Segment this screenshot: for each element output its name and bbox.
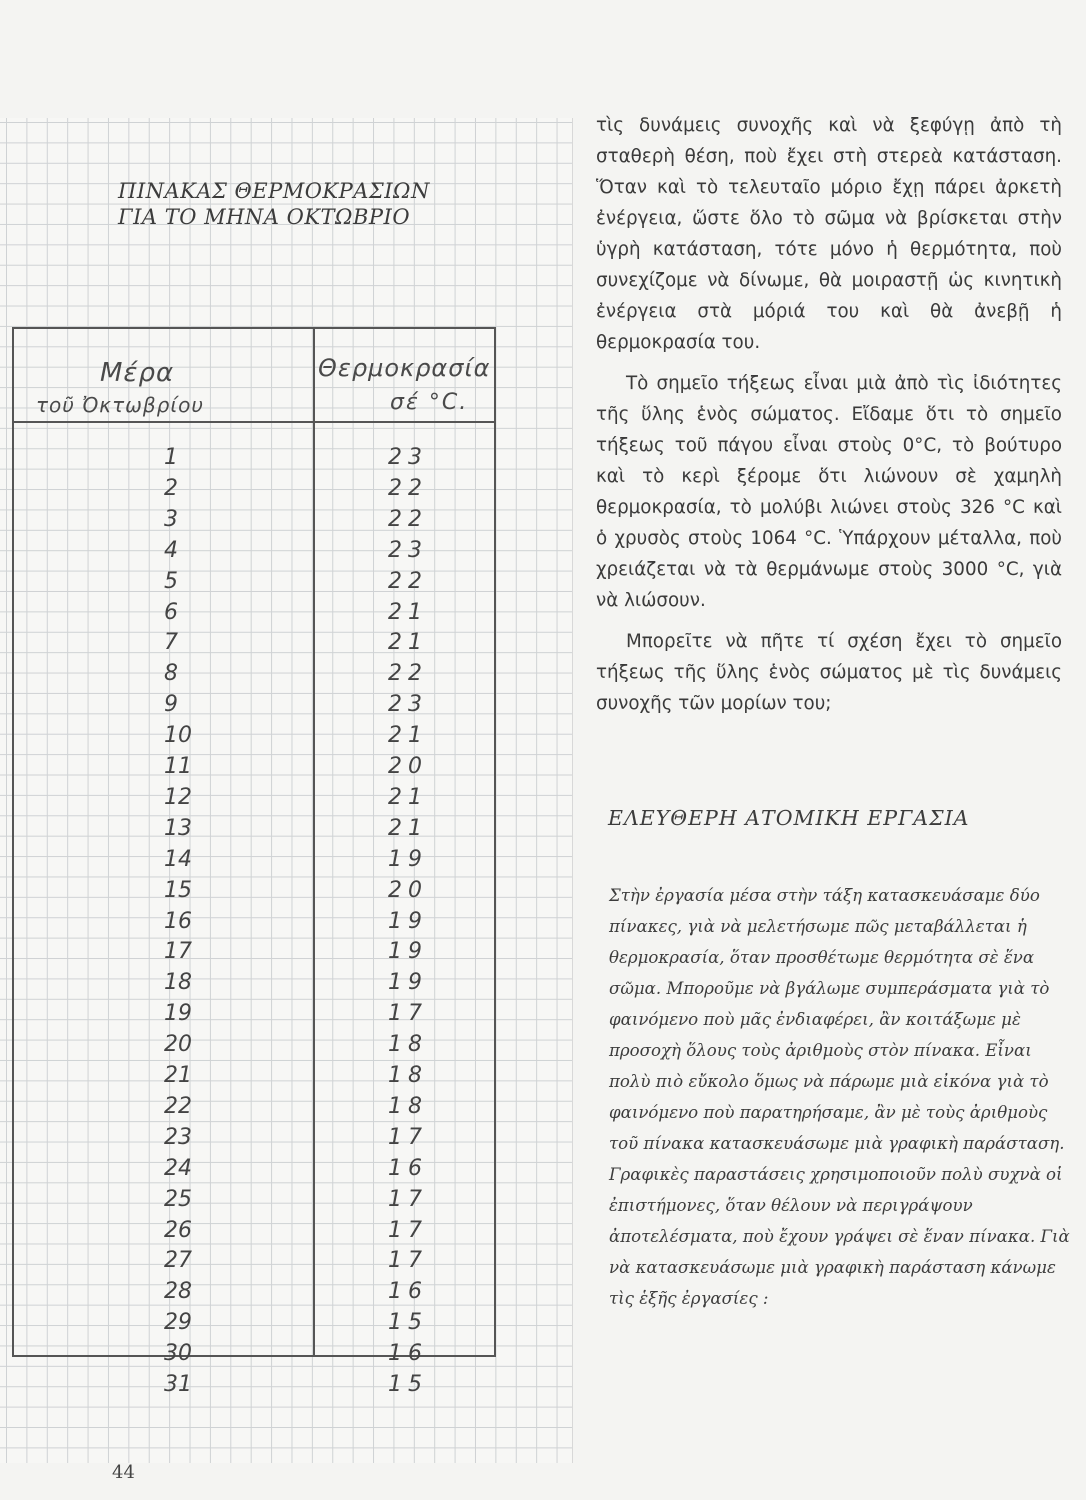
table-day-cell: 27 [164, 1248, 192, 1274]
table-day-cell: 1 [164, 445, 178, 470]
table-day-cell: 26 [164, 1217, 192, 1243]
table-temp-cell: 20 [388, 877, 428, 903]
table-day-cell: 20 [164, 1032, 192, 1058]
table-temp-cell: 19 [388, 970, 428, 996]
table-day-cell: 4 [164, 537, 178, 563]
table-temp-cell: 16 [388, 1155, 428, 1181]
table-column-divider [313, 327, 315, 1357]
table-day-cell: 23 [164, 1124, 192, 1150]
table-temp-cell: 17 [388, 1124, 428, 1150]
header-temp-line-1: Θερμοκρασία [318, 354, 491, 382]
table-day-cell: 5 [164, 568, 178, 594]
table-day-cell: 24 [164, 1155, 192, 1181]
table-temp-cell: 21 [388, 784, 428, 810]
table-temp-cell: 21 [388, 630, 428, 656]
table-day-cell: 18 [164, 970, 192, 996]
table-title [118, 178, 430, 230]
table-temp-cell: 16 [388, 1341, 428, 1367]
table-temp-cell: 22 [388, 568, 428, 594]
table-day-cell: 13 [164, 815, 192, 841]
table-temp-cell: 23 [388, 537, 428, 563]
table-temp-cell: 16 [388, 1279, 428, 1305]
table-day-cell: 30 [164, 1341, 192, 1367]
table-temp-cell: 23 [388, 692, 428, 718]
table-day-cell: 22 [164, 1093, 192, 1119]
table-day-cell: 25 [164, 1186, 192, 1212]
table-day-cell: 19 [164, 1001, 192, 1027]
header-temp-line-2: σέ °C. [390, 390, 469, 415]
body-text-column [596, 110, 1062, 719]
table-day-cell: 7 [164, 630, 178, 656]
table-temp-cell: 19 [388, 939, 428, 965]
table-day-cell: 11 [164, 754, 192, 779]
table-temp-cell: 21 [388, 599, 428, 625]
table-temp-cell: 17 [388, 1248, 428, 1274]
table-temp-cell: 22 [388, 506, 428, 532]
table-temp-cell: 15 [388, 1310, 428, 1336]
paragraph-1: τὶς δυνάμεις συνοχῆς καὶ νὰ ξεφύγῃ ἀπὸ τὴ σταθερὴ θέση, ποὺ ἔχει στὴ στερεὰ κατάσταση. Ὅταν καὶ τὸ τελευταῖο μόριο ἔχῃ πάρει ἀρκετὴ ἐνέργεια, ὥστε ὅλο τὸ σῶμα νὰ βρίσκεται στὴν ὑγρὴ κατάσταση, τότε μόνο ἡ θερμότητα, ποὺ συνεχίζομε νὰ δίνωμε, θὰ μοιραστῇ ὡς κινητικὴ ἐνέργεια στὰ μόριά του καὶ θὰ ἀνεβῇ ἡ θερμοκρασία του. [596, 115, 1062, 353]
table-temp-cell: 19 [388, 908, 428, 934]
table-temp-cell: 17 [388, 1001, 428, 1027]
table-temp-cell: 19 [388, 846, 428, 872]
table-day-cell: 15 [164, 877, 192, 903]
paragraph-3: Μπορεῖτε νὰ πῆτε τί σχέση ἔχει τὸ σημεῖο τήξεως τῆς ὕλης ἑνὸς σώματος μὲ τὶς δυνάμεις συνοχῆς τῶν μορίων του; [596, 631, 1062, 714]
table-day-cell: 31 [164, 1372, 192, 1397]
paragraph-2: Τὸ σημεῖο τήξεως εἶναι μιὰ ἀπὸ τὶς ἰδιότητες τῆς ὕλης ἑνὸς σώματος. Εἴδαμε ὅτι τὸ σημεῖο τήξεως τοῦ πάγου εἶναι στοὺς 0°C, τὸ βούτυρο καὶ τὸ κερὶ ξέρομε ὅτι λιώνουν σὲ χαμηλὴ θερμοκρασία, τὸ μολύβι λιώνει στοὺς 326 °C καὶ ὁ χρυσὸς στοὺς 1064 °C. Ὑπάρχουν μέταλλα, ποὺ χρειάζεται νὰ τὰ θερμάνωμε στοὺς 3000 °C, γιὰ νὰ λιώσουν. [596, 373, 1062, 611]
table-day-cell: 21 [164, 1063, 192, 1088]
table-title-line-1: ΠΙΝΑΚΑΣ ΘΕΡΜΟΚΡΑΣΙΩΝ [118, 179, 430, 203]
table-temp-cell: 17 [388, 1217, 428, 1243]
table-day-cell: 29 [164, 1310, 192, 1336]
page-number: 44 [112, 1462, 135, 1483]
table-day-cell: 14 [164, 846, 192, 872]
table-temp-cell: 18 [388, 1063, 428, 1088]
table-title-line-2: ΓΙΑ ΤΟ ΜΗΝΑ ΟΚΤΩΒΡΙΟ [118, 205, 411, 229]
table-day-cell: 9 [164, 692, 178, 718]
table-day-cell: 10 [164, 723, 192, 749]
table-temp-cell: 18 [388, 1032, 428, 1058]
table-temp-cell: 21 [388, 815, 428, 841]
table-day-cell: 12 [164, 784, 192, 810]
table-day-cell: 28 [164, 1279, 192, 1305]
table-temp-cell: 21 [388, 723, 428, 749]
table-temp-cell: 17 [388, 1186, 428, 1212]
header-day-line-2: τοῦ Ὀκτωβρίου [36, 393, 204, 417]
table-temp-cell: 23 [388, 445, 428, 470]
table-day-cell: 3 [164, 506, 178, 532]
table-temp-cell: 18 [388, 1093, 428, 1119]
table-temp-cell: 20 [388, 754, 428, 779]
table-day-cell: 2 [164, 475, 178, 501]
section-title: ΕΛΕΥΘΕΡΗ ΑΤΟΜΙΚΗ ΕΡΓΑΣΙΑ [608, 806, 970, 830]
table-day-cell: 16 [164, 908, 192, 934]
table-temp-cell: 22 [388, 475, 428, 501]
header-day-line-1: Μέρα [100, 358, 175, 388]
table-day-cell: 17 [164, 939, 192, 965]
table-temp-cell: 22 [388, 661, 428, 687]
table-header-rule [12, 421, 496, 423]
exercise-text: Στὴν ἐργασία μέσα στὴν τάξη κατασκευάσαμε δύο πίνακες, γιὰ νὰ μελετήσωμε πῶς μεταβάλλεται ἡ θερμοκρασία, ὅταν προσθέτωμε θερμότητα σὲ ἕνα σῶμα. Μποροῦμε νὰ βγάλωμε συμπεράσματα γιὰ τὸ φαινόμενο ποὺ μᾶς ἐνδιαφέρει, ἂν κοιτάξωμε μὲ προσοχὴ ὅλους τοὺς ἀριθμοὺς στὸν πίνακα. Εἶναι πολὺ πιὸ εὔκολο ὅμως νὰ πάρωμε μιὰ εἰκόνα γιὰ τὸ φαινόμενο ποὺ παρατηρήσαμε, ἂν μὲ τοὺς ἀριθμοὺς τοῦ πίνακα κατασκευάσωμε μιὰ γραφικὴ παράσταση. Γραφικὲς παραστάσεις χρησιμοποιοῦν πολὺ συχνὰ οἱ ἐπιστήμονες, ὅταν θέλουν νὰ περιγράψουν ἀποτελέσματα, ποὺ ἔχουν γράψει σὲ ἕναν πίνακα. Γιὰ νὰ κατασκευάσωμε μιὰ γραφικὴ παράσταση κάνωμε τὶς ἑξῆς ἐργασίες : [609, 886, 1070, 1308]
table-temp-cell: 15 [388, 1372, 428, 1397]
table-day-cell: 8 [164, 661, 178, 687]
table-day-cell: 6 [164, 599, 178, 625]
